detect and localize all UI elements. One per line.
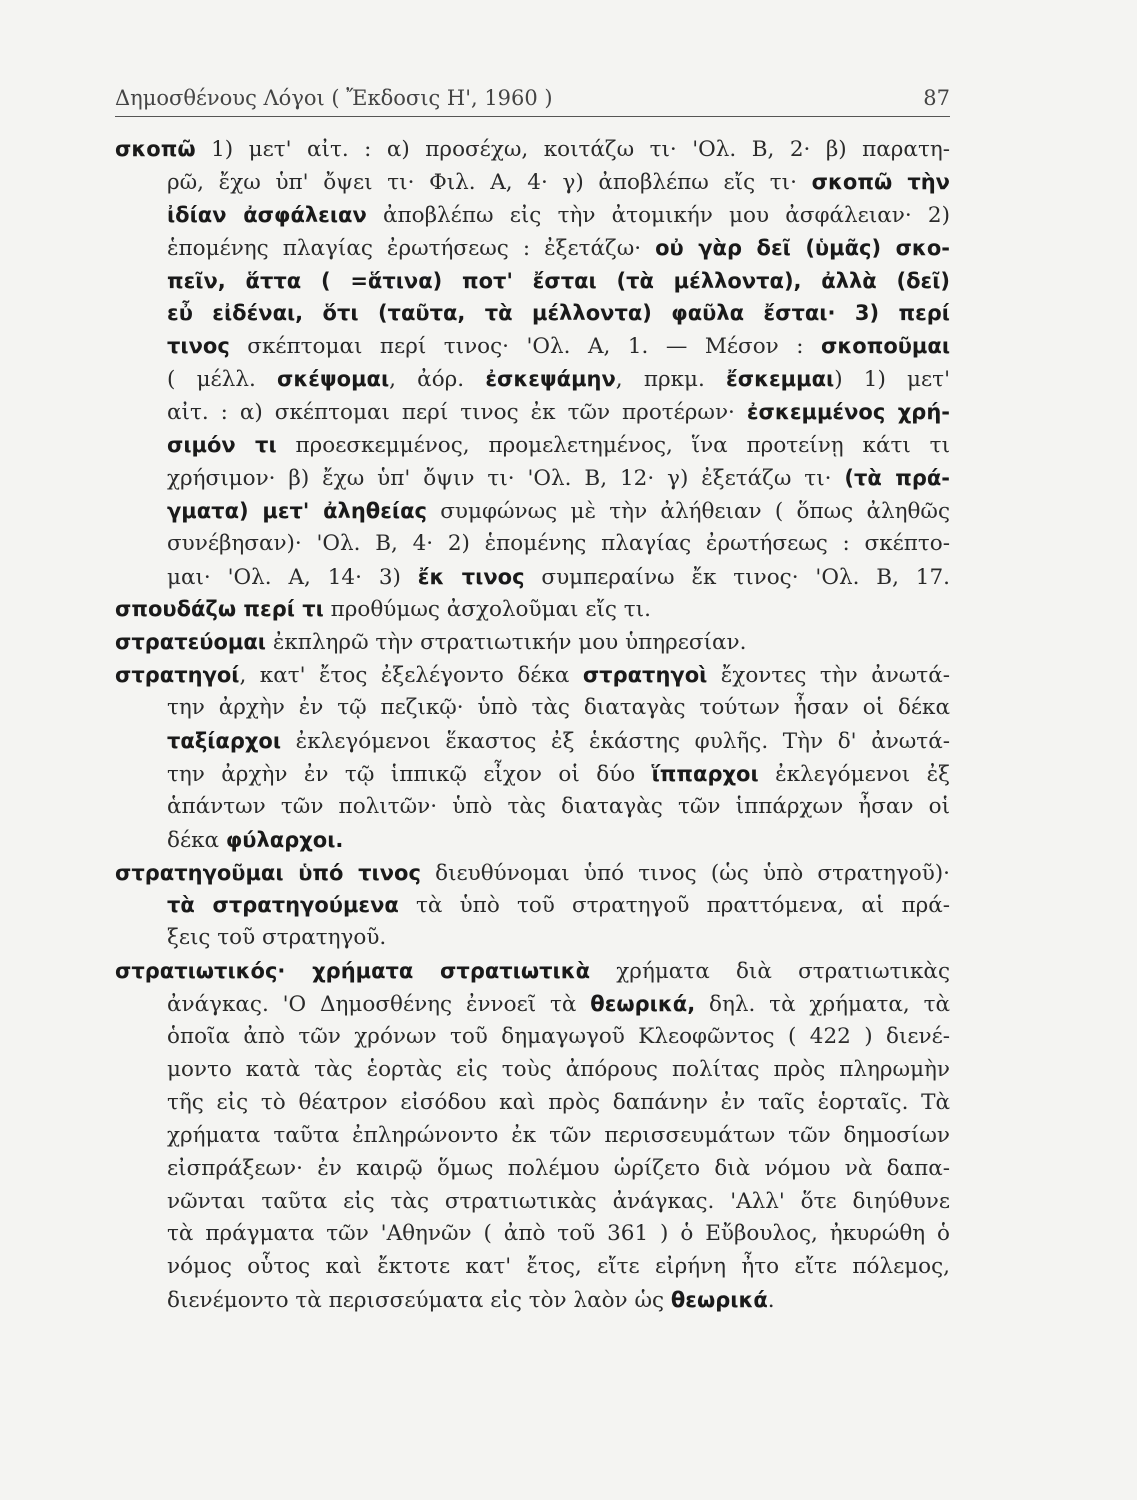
text-line: [115, 889, 950, 922]
text-run: ρῶ, ἔχω ὑπ' ὄψει τι· Φιλ. Α, 4· γ) ἀποβλέπω εἴς τι·: [167, 169, 812, 195]
headword: στρατηγοῦμαι ὑπό τινος: [115, 860, 421, 885]
headword: ἔσκεμμαι: [726, 367, 835, 392]
text-run: προεσκεμμένος, προμελετημένος, ἵνα προτείνῃ κάτι τι: [276, 433, 950, 459]
headword: ἐσκεψάμην: [485, 367, 616, 392]
text-line: [115, 857, 950, 890]
text-line: [115, 561, 950, 594]
page-number: 87: [923, 86, 950, 110]
text-run: χρήματα ταῦτα ἐπληρώνοντο ἐκ τῶν περισσευμάτων τῶν δημοσίων: [167, 1122, 950, 1148]
headword: τινος: [167, 334, 230, 359]
text-run: τὰ πράγματα τῶν 'Αθηνῶν ( ἀπὸ τοῦ 361 ) ὁ Εὔβουλος, ἠκυρώθη ὁ: [167, 1221, 950, 1247]
text-run: ) 1) μετ': [834, 367, 950, 393]
text-run: ἐκλεγόμενοι ἕκαστος ἐξ ἑκάστης φυλῆς. Τὴν δ' ἀνωτά-: [281, 729, 950, 755]
text-run: μαι· 'Ολ. Α, 14· 3): [167, 564, 418, 590]
headword: ἐσκεμμένος χρή-: [746, 400, 950, 425]
running-header: [115, 86, 950, 117]
text-run: συμπεραίνω ἔκ τινος· 'Ολ. Β, 17.: [524, 564, 950, 590]
headword: πεῖν, ἅττα ( =ἅτινα) ποτ' ἔσται (τὰ μέλλοντα), ἀλλὰ (δεῖ): [167, 268, 950, 293]
headword: ταξίαρχοι: [167, 729, 282, 754]
text-run: χρήσιμον· β) ἔχω ὑπ' ὄψιν τι· 'Ολ. Β, 12· γ) ἐξετάζω τι·: [167, 465, 845, 491]
text-line: [115, 626, 950, 659]
text-run: 1) μετ' αἰτ. : α) προσέχω, κοιτάζω τι· 'Ολ. Β, 2· β) παρατη-: [195, 137, 950, 162]
headword: γματα) μετ' ἀληθείας: [167, 498, 427, 523]
text-line: [115, 659, 950, 692]
text-run: ὁποῖα ἀπὸ τῶν χρόνων τοῦ δημαγωγοῦ Κλεοφῶντος ( 422 ) διενέ-: [167, 1024, 950, 1050]
headword: φύλαρχοι.: [225, 827, 344, 852]
headword: (τὰ πρά-: [844, 465, 950, 490]
text-run: την ἀρχὴν ἐν τῷ ἱππικῷ εἶχον οἱ δύο: [167, 761, 652, 787]
text-run: ἔχοντες τὴν ἀνωτά-: [707, 663, 950, 689]
text-line: [115, 922, 950, 955]
text-line: [115, 166, 950, 199]
text-run: ἐκλεγόμενοι ἐξ: [758, 761, 950, 787]
text-line: [115, 396, 950, 429]
text-line: [115, 199, 950, 232]
headword: σκοποῦμαι: [821, 334, 950, 359]
text-line: [115, 1153, 950, 1186]
text-line: [115, 955, 950, 988]
text-run: ἀνάγκας. 'Ο Δημοσθένης ἐννοεῖ τὰ: [167, 992, 591, 1018]
headword: σιμόν τι: [167, 433, 277, 458]
headword: οὐ γὰρ δεῖ (ὑμᾶς) σκο-: [655, 235, 950, 260]
text-run: , ἀόρ.: [389, 367, 486, 393]
headword: σκέψομαι: [277, 367, 390, 392]
text-run: νόμος οὗτος καὶ ἔκτοτε κατ' ἔτος, εἴτε εἰρήνη ἦτο εἴτε πόλεμος,: [167, 1254, 950, 1280]
text-line: [115, 1087, 950, 1120]
text-run: ἐκπληρῶ τὴν στρατιωτικήν μου ὑπηρεσίαν.: [265, 630, 747, 656]
headword: θεωρικά,: [590, 992, 696, 1017]
text-run: συμφώνως μὲ τὴν ἀλήθειαν ( ὅπως ἀληθῶς: [426, 498, 950, 524]
text-run: προθύμως ἀσχολοῦμαι εἴς τι.: [323, 597, 651, 623]
header-title: Δημοσθένους Λόγοι ( Ἔκδοσις Η', 1960 ): [115, 86, 553, 110]
headword: ἵππαρχοι: [651, 761, 759, 786]
text-line: [115, 330, 950, 363]
text-run: ( μέλλ.: [167, 367, 277, 393]
text-run: τῆς εἰς τὸ θέατρον εἰσόδου καὶ πρὸς δαπάνην ἐν ταῖς ἑορταῖς. Τὰ: [167, 1089, 950, 1115]
text-run: ἀποβλέπω εἰς τὴν ἀτομικήν μου ἀσφάλειαν· 2): [366, 202, 950, 228]
headword: στρατεύομαι: [115, 630, 266, 655]
text-line: [115, 297, 950, 330]
text-line: [115, 725, 950, 758]
text-run: δηλ. τὰ χρήματα, τὰ: [695, 992, 950, 1018]
text-line: [115, 1054, 950, 1087]
text-run: ξεις τοῦ στρατηγοῦ.: [167, 925, 387, 951]
text-line: [115, 1186, 950, 1219]
text-line: [115, 1284, 950, 1317]
text-line: [115, 1251, 950, 1284]
text-line: [115, 232, 950, 265]
headword: ἰδίαν ἀσφάλειαν: [167, 202, 367, 227]
text-run: , κατ' ἔτος ἐξελέγοντο δέκα: [239, 663, 583, 689]
text-run: μοντο κατὰ τὰς ἑορτὰς εἰς τοὺς ἀπόρους πολίτας πρὸς πληρωμὴν: [167, 1056, 950, 1082]
headword: στρατιωτικός· χρήματα στρατιωτικὰ: [115, 959, 591, 984]
text-line: [115, 791, 950, 824]
text-run: δέκα: [167, 827, 226, 853]
text-run: χρήματα διὰ στρατιωτικὰς: [590, 959, 950, 985]
glossary-text: [115, 133, 950, 1317]
text-run: αἰτ. : α) σκέπτομαι περί τινος ἐκ τῶν προτέρων·: [167, 400, 747, 426]
headword: τὰ στρατηγούμενα: [167, 893, 399, 918]
text-line: [115, 988, 950, 1021]
text-run: την ἀρχὴν ἐν τῷ πεζικῷ· ὑπὸ τὰς διαταγὰς τούτων ἦσαν οἱ δέκα: [167, 695, 950, 721]
headword: εὖ εἰδέναι, ὅτι (ταῦτα, τὰ μέλλοντα) φαῦλα ἔσται· 3) περί: [167, 301, 950, 326]
text-run: ἁπάντων τῶν πολιτῶν· ὑπὸ τὰς διαταγὰς τῶν ἱππάρχων ἦσαν οἱ: [167, 793, 950, 819]
text-line: [115, 133, 950, 166]
text-run: εἰσπράξεων· ἐν καιρῷ ὅμως πολέμου ὡρίζετο διὰ νόμου νὰ δαπα-: [167, 1155, 950, 1181]
headword: θεωρικά: [670, 1288, 768, 1313]
text-run: συνέβησαν)· 'Ολ. Β, 4· 2) ἑπομένης πλαγίας ἐρωτήσεως : σκέπτο-: [167, 530, 950, 556]
text-line: [115, 1218, 950, 1251]
text-run: νῶνται ταῦτα εἰς τὰς στρατιωτικὰς ἀνάγκας. 'Αλλ' ὅτε διηύθυνε: [167, 1188, 950, 1214]
text-run: διευθύνομαι ὑπό τινος (ὡς ὑπὸ στρατηγοῦ)·: [420, 860, 950, 886]
text-line: [115, 1021, 950, 1054]
text-run: , πρκμ.: [615, 367, 727, 393]
text-line: [115, 758, 950, 791]
headword: σκοπῶ τὴν: [811, 169, 950, 194]
text-run: .: [767, 1288, 775, 1314]
text-line: [115, 824, 950, 857]
text-line: [115, 495, 950, 528]
text-line: [115, 265, 950, 298]
text-line: [115, 363, 950, 396]
text-run: ἑπομένης πλαγίας ἐρωτήσεως : ἐξετάζω·: [167, 235, 656, 261]
headword: σκοπῶ: [115, 137, 196, 161]
text-run: διενέμοντο τὰ περισσεύματα εἰς τὸν λαὸν ὡς: [167, 1288, 671, 1314]
text-line: [115, 462, 950, 495]
headword: στρατηγοί: [115, 663, 240, 688]
headword: στρατηγοὶ: [582, 663, 708, 688]
text-run: τὰ ὑπὸ τοῦ στρατηγοῦ πραττόμενα, αἱ πρά-: [398, 893, 950, 919]
text-line: [115, 593, 950, 626]
text-run: σκέπτομαι περί τινος· 'Ολ. Α, 1. — Μέσον :: [229, 334, 822, 360]
headword: σπουδάζω περί τι: [115, 597, 324, 622]
text-line: [115, 528, 950, 561]
text-line: [115, 1120, 950, 1153]
headword: ἔκ τινος: [417, 564, 525, 589]
text-line: [115, 692, 950, 725]
text-line: [115, 429, 950, 462]
